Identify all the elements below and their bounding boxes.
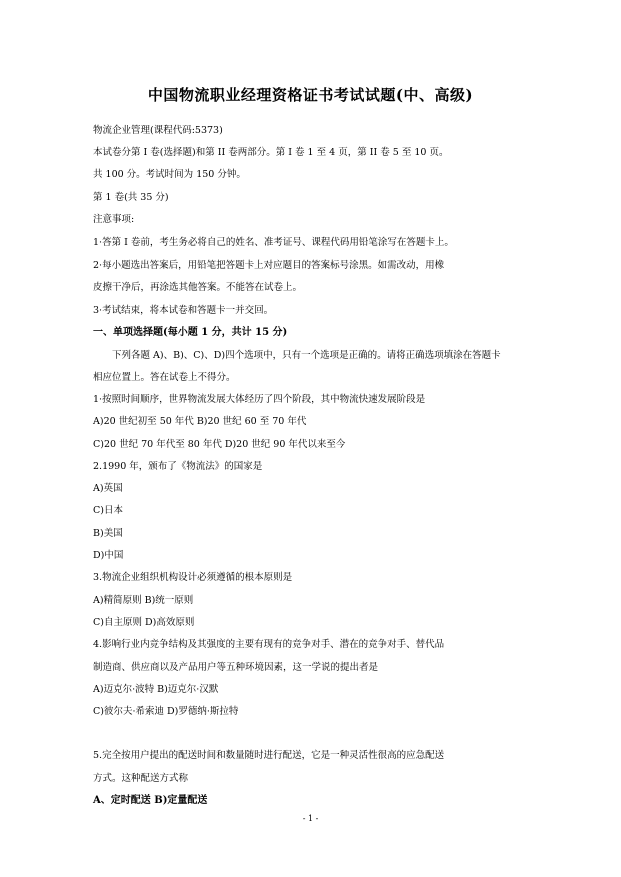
question-2-option-b: B)美国 xyxy=(93,528,123,539)
question-1: 1·按照时间顺序，世界物流发展大体经历了四个阶段，其中物流快速发展阶段是 xyxy=(93,394,426,405)
question-4-options-ab: A)迈克尔·波特 B)迈克尔·汉默 xyxy=(93,684,219,695)
question-5: 5.完全按用户提出的配送时间和数量随时进行配送，它是一种灵活性很高的应急配送 xyxy=(93,750,445,761)
question-2-option-a: A)英国 xyxy=(93,483,123,494)
question-5-continued: 方式。这种配送方式称 xyxy=(93,773,189,784)
question-4-continued: 制造商、供应商以及产品用户等五种环境因素，这一学说的提出者是 xyxy=(93,662,379,673)
note-one: 1·答第 I 卷前，考生务必将自己的姓名、准考证号、课程代码用铅笔涂写在答题卡上。 xyxy=(93,237,454,248)
page-number: - 1 - xyxy=(302,814,319,823)
single-choice-heading: 一、单项选择题(每小题 1 分，共计 15 分) xyxy=(93,327,288,338)
question-1-options-cd: C)20 世纪 70 年代至 80 年代 D)20 世纪 90 年代以来至今 xyxy=(93,439,346,450)
note-two-continued: 皮擦干净后，再涂选其他答案。不能答在试卷上。 xyxy=(93,282,303,293)
instruction-line: 下列各题 A)、B)、C)、D)四个选项中，只有一个选项是正确的。请将正确选项填涂在答题卡 xyxy=(112,350,501,361)
document-title: 中国物流职业经理资格证书考试试题(中、高级) xyxy=(147,86,474,104)
question-1-options-ab: A)20 世纪初至 50 年代 B)20 世纪 60 至 70 年代 xyxy=(93,416,307,427)
section-one-heading: 第 1 卷(共 35 分) xyxy=(93,192,169,203)
question-4-options-cd: C)彼尔夫·希索迪 D)罗德纳·斯拉特 xyxy=(93,706,239,717)
note-three: 3·考试结束，将本试卷和答题卡一并交回。 xyxy=(93,305,274,316)
question-3: 3.物流企业组织机构设计必须遵循的根本原则是 xyxy=(93,572,293,583)
question-3-options-cd: C)自主原则 D)高效原则 xyxy=(93,617,195,628)
course-line: 物流企业管理(课程代码:5373) xyxy=(93,125,223,136)
question-5-options-ab: A、定时配送 B)定量配送 xyxy=(93,795,208,806)
instruction-line-continued: 相应位置上。答在试卷上不得分。 xyxy=(93,372,236,383)
question-2-option-d: D)中国 xyxy=(93,550,124,561)
question-3-options-ab: A)精简原则 B)统一原则 xyxy=(93,595,194,606)
exam-score-time-line: 共 100 分。考试时间为 150 分钟。 xyxy=(93,169,246,180)
question-2-option-c: C)日本 xyxy=(93,505,123,516)
exam-structure-line: 本试卷分第 I 卷(选择题)和第 II 卷两部分。第 I 卷 1 至 4 页，第 II 卷 5 至 10 页。 xyxy=(93,147,449,158)
question-2: 2.1990 年，颁布了《物流法》的国家是 xyxy=(93,461,263,472)
notes-heading: 注意事项: xyxy=(93,214,135,225)
question-4: 4.影响行业内竞争结构及其强度的主要有现有的竞争对手、潜在的竞争对手、替代品 xyxy=(93,639,445,650)
note-two: 2·每小题选出答案后，用铅笔把答题卡上对应题目的答案标号涂黑。如需改动，用橡 xyxy=(93,260,445,271)
